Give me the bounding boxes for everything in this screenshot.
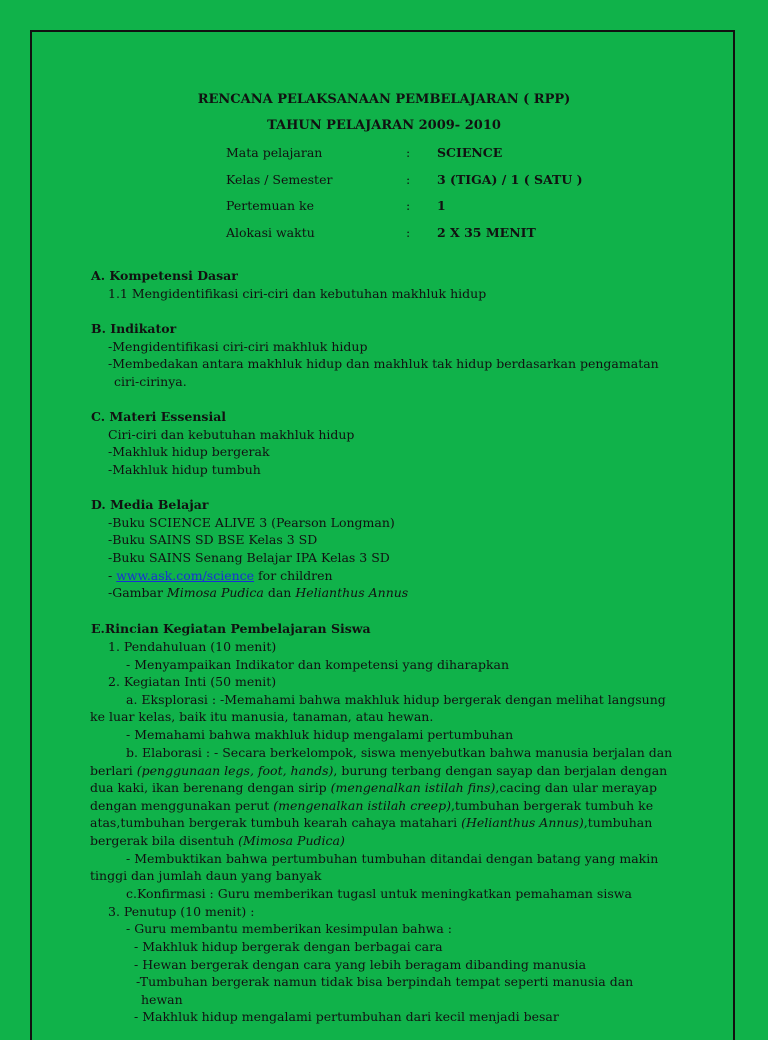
section-b-heading: B. Indikator xyxy=(91,321,177,336)
section-e-line: - Memahami bahwa makhluk hidup mengalami pertumbuhan xyxy=(126,727,514,742)
meta-value: 3 (TIGA) / 1 ( SATU ) xyxy=(437,172,583,187)
gambar-italic-1: Mimosa Pudica xyxy=(166,585,264,600)
section-c-heading: C. Materi Essensial xyxy=(91,409,227,424)
section-d-item: -Buku SCIENCE ALIVE 3 (Pearson Longman) xyxy=(108,515,395,530)
meta-label: Kelas / Semester xyxy=(226,172,333,187)
section-c-item: -Makhluk hidup bergerak xyxy=(108,444,270,459)
section-e-line: b. Elaborasi : - Secara berkelompok, siswa menyebutkan bahwa manusia berjalan dan xyxy=(126,745,673,760)
text-run: , burung terbang dengan sayap dan berjalan dengan xyxy=(333,763,668,778)
meta-label: Alokasi waktu xyxy=(226,225,315,240)
section-a-heading: A. Kompetensi Dasar xyxy=(91,268,238,283)
gambar-mid: dan xyxy=(263,585,296,600)
section-e-line xyxy=(90,779,657,797)
meta-colon: : xyxy=(406,225,411,240)
text-run-italic: (penggunaan legs, foot, hands) xyxy=(136,763,334,778)
meta-value: 2 X 35 MENIT xyxy=(437,225,536,240)
section-e-line: 2. Kegiatan Inti (50 menit) xyxy=(108,674,277,689)
text-run: dengan menggunakan perut xyxy=(90,798,274,813)
link-prefix: - xyxy=(108,568,117,583)
section-b-item: ciri-cirinya. xyxy=(114,374,187,389)
meta-value: 1 xyxy=(437,198,446,213)
section-e-line: - Makhluk hidup mengalami pertumbuhan dari kecil menjadi besar xyxy=(134,1009,559,1024)
section-e-line: ke luar kelas, baik itu manusia, tanaman, atau hewan. xyxy=(90,709,434,724)
section-e-line xyxy=(90,762,667,780)
section-e-line: - Guru membantu memberikan kesimpulan bahwa : xyxy=(126,921,453,936)
section-d-item: -Buku SAINS Senang Belajar IPA Kelas 3 SD xyxy=(108,550,390,565)
text-run-italic: (Helianthus Annus) xyxy=(461,815,584,830)
section-d-heading: D. Media Belajar xyxy=(91,497,209,512)
section-b-item: -Membedakan antara makhluk hidup dan makhluk tak hidup berdasarkan pengamatan xyxy=(108,356,659,371)
section-e-line: - Menyampaikan Indikator dan kompetensi yang diharapkan xyxy=(126,657,510,672)
section-e-line: c.Konfirmasi : Guru memberikan tugasl untuk meningkatkan pemahaman siswa xyxy=(126,886,632,901)
section-c-item: -Makhluk hidup tumbuh xyxy=(108,462,261,477)
meta-row-subject xyxy=(226,144,646,162)
text-run: ,cacing dan ular merayap xyxy=(495,780,657,795)
section-e-line: a. Eksplorasi : -Memahami bahwa makhluk hidup bergerak dengan melihat langsung xyxy=(126,692,666,707)
document-title: RENCANA PELAKSANAAN PEMBELAJARAN ( RPP) xyxy=(197,92,571,107)
text-run: ,tumbuhan bergerak tumbuh ke xyxy=(450,798,654,813)
meta-row-class xyxy=(226,171,646,189)
document-year: TAHUN PELAJARAN 2009- 2010 xyxy=(267,118,501,133)
meta-colon: : xyxy=(406,172,411,187)
section-e-line: - Membuktikan bahwa pertumbuhan tumbuhan ditandai dengan batang yang makin xyxy=(126,851,659,866)
meta-value: SCIENCE xyxy=(437,145,503,160)
text-run: dua kaki, ikan berenang dengan sirip xyxy=(90,780,331,795)
meta-row-time xyxy=(226,224,646,242)
section-e-heading: E.Rincian Kegiatan Pembelajaran Siswa xyxy=(91,621,371,636)
section-e-line: -Tumbuhan bergerak namun tidak bisa berpindah tempat seperti manusia dan xyxy=(136,974,634,989)
section-e-line: tinggi dan jumlah daun yang banyak xyxy=(90,868,322,883)
section-e-line: hewan xyxy=(141,992,183,1007)
section-e-line: 3. Penutup (10 menit) : xyxy=(108,904,255,919)
meta-label: Pertemuan ke xyxy=(226,198,314,213)
link-suffix: for children xyxy=(254,568,333,583)
section-e-line: - Makhluk hidup bergerak dengan berbagai cara xyxy=(134,939,443,954)
section-e-line xyxy=(90,832,345,850)
ask-science-link[interactable]: www.ask.com/science xyxy=(116,568,255,583)
text-run: bergerak bila disentuh xyxy=(90,833,239,848)
meta-colon: : xyxy=(406,145,411,160)
gambar-italic-2: Helianthus Annus xyxy=(295,585,409,600)
section-e-line: 1. Pendahuluan (10 menit) xyxy=(108,639,277,654)
text-run-italic: (Mimosa Pudica) xyxy=(238,833,345,848)
text-run-italic: (mengenalkan istilah creep) xyxy=(273,798,451,813)
meta-label: Mata pelajaran xyxy=(226,145,323,160)
section-c-item: Ciri-ciri dan kebutuhan makhluk hidup xyxy=(108,427,355,442)
meta-colon: : xyxy=(406,198,411,213)
section-d-gambar-line xyxy=(108,584,408,602)
text-run-italic: (mengenalkan istilah fins) xyxy=(330,780,496,795)
gambar-prefix: -Gambar xyxy=(108,585,167,600)
text-run: ,tumbuhan xyxy=(583,815,653,830)
section-e-line: - Hewan bergerak dengan cara yang lebih beragam dibanding manusia xyxy=(134,957,587,972)
meta-row-meeting xyxy=(226,197,646,215)
section-a-item: 1.1 Mengidentifikasi ciri-ciri dan kebutuhan makhluk hidup xyxy=(108,286,487,301)
text-run: atas,tumbuhan bergerak tumbuh kearah cahaya matahari xyxy=(90,815,462,830)
section-d-link-line xyxy=(108,567,333,585)
text-run: berlari xyxy=(90,763,137,778)
section-d-item: -Buku SAINS SD BSE Kelas 3 SD xyxy=(108,532,318,547)
section-b-item: -Mengidentifikasi ciri-ciri makhluk hidup xyxy=(108,339,368,354)
section-e-line xyxy=(90,797,653,815)
section-e-line xyxy=(90,814,652,832)
